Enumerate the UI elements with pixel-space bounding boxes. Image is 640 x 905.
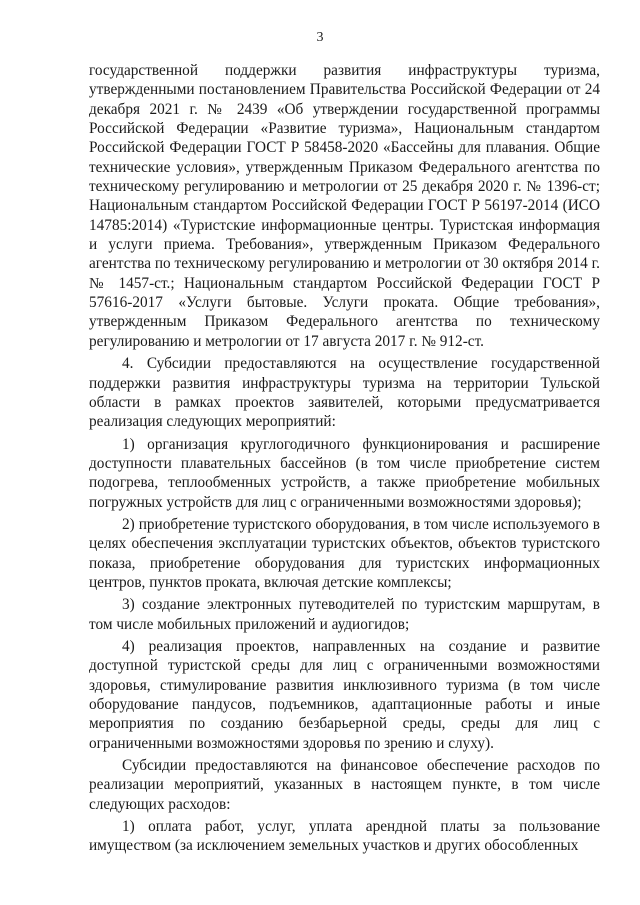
list-item-pools: 1) организация круглогодичного функционирования и расширение доступности плавательных бассейнов (в том числе приобретение систем подогрева, теплообменных устройств, а также приобретение мобильных погружных устройств для лиц с ограниченными возможностями здоровья); <box>89 435 600 511</box>
page-number: 3 <box>316 30 324 45</box>
list-item-payment: 1) оплата работ, услуг, уплата арендной платы за пользование имуществом (за исключением земельных участков и других обособленных <box>89 818 600 855</box>
document-body <box>89 61 600 856</box>
paragraph-item-4: 4. Субсидии предоставляются на осуществление государственной поддержки развития инфраструктуры туризма на территории Тульской области в рамках проектов заявителей, которыми предусматривается реализация следующих мероприятий: <box>89 355 600 431</box>
list-item-accessibility: 4) реализация проектов, направленных на создание и развитие доступной туристской среды для лиц с ограниченными возможностями здоровья, стимулирование развития инклюзивного туризма (в том числе оборудование пандусов, подъемников, адаптационные работы и иные мероприятия по созданию безбарьерной среды, среды для лиц с ограниченными возможностями здоровья по зрению и слуху). <box>89 637 600 752</box>
list-item-equipment: 2) приобретение туристского оборудования, в том числе используемого в целях обеспечения эксплуатации туристских объектов, объектов туристского показа, приобретение оборудования для туристских информационных центров, пунктов проката, включая детские комплексы; <box>89 515 600 591</box>
paragraph-continuation: государственной поддержки развития инфраструктуры туризма, утвержденными постановлением Правительства Российской Федерации от 24 декабря 2021 г. № 2439 «Об утверждении государственной программы Российской Федерации «Развитие туризма», Национальным стандартом Российской Федерации ГОСТ Р 58458-2020 «Бассейны для плавания. Общие технические условия», утвержденным Приказом Федерального агентства по техническому регулированию и метрологии от 25 декабря 2020 г. № 1396-ст; Национальным стандартом Российской Федерации ГОСТ Р 56197-2014 (ИСО 14785:2014) «Туристские информационные центры. Туристская информация и услуги приема. Требования», утвержденным Приказом Федерального агентства по техническому регулированию и метрологии от 30 октября 2014 г. № 1457-ст.; Национальным стандартом Российской Федерации ГОСТ Р 57616-2017 «Услуги бытовые. Услуги проката. Общие требования», утвержденным Приказом Федерального агентства по техническому регулированию и метрологии от 17 августа 2017 г. № 912-ст. <box>89 62 600 350</box>
list-item-guides: 3) создание электронных путеводителей по туристским маршрутам, в том числе мобильных приложений и аудиогидов; <box>89 596 600 633</box>
paragraph-expenses: Субсидии предоставляются на финансовое обеспечение расходов по реализации мероприятий, указанных в настоящем пункте, в том числе следующих расходов: <box>89 757 600 813</box>
